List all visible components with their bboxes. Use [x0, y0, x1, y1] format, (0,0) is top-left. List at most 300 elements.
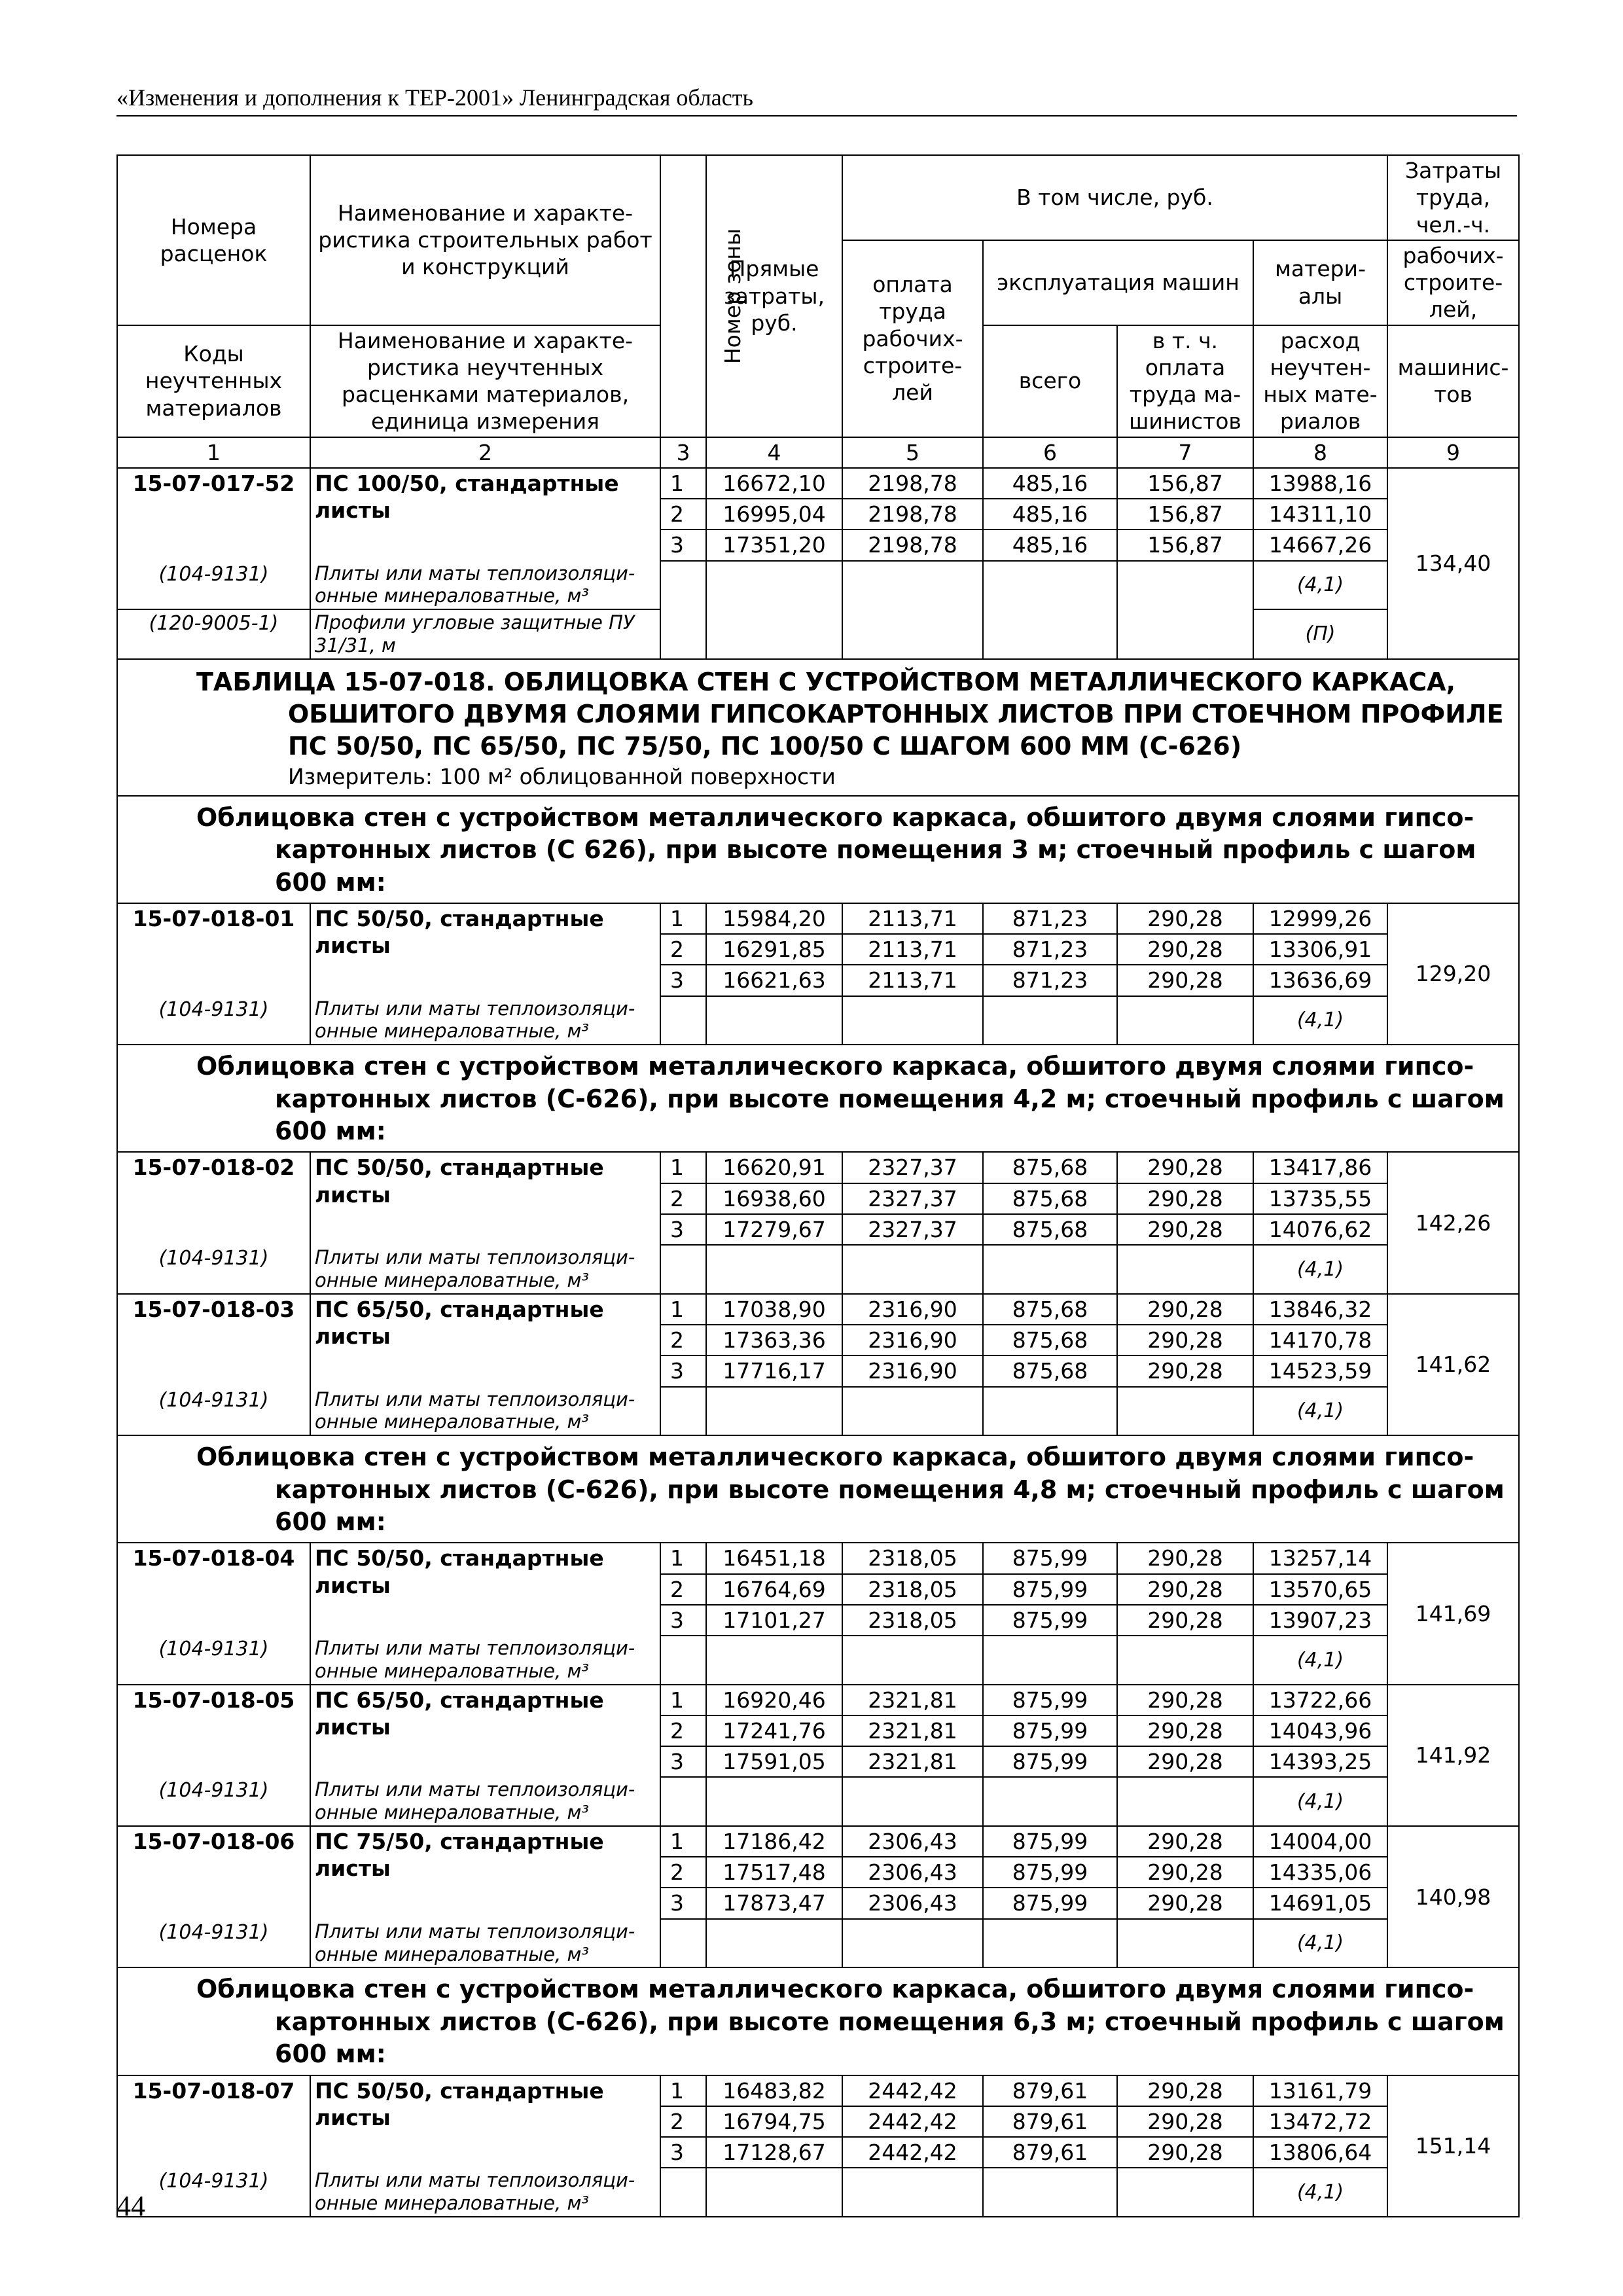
zone-number: 2: [660, 1857, 706, 1888]
column-number: 3: [660, 437, 706, 468]
empty-cell: [660, 561, 706, 610]
machinist-wages: 290,28: [1117, 2137, 1253, 2168]
direct-costs: 17279,67: [706, 1214, 842, 1245]
material-name: Плиты или маты теплоизоляци-онные минераловатные, м³: [310, 2168, 660, 2217]
zone-number: 1: [660, 1543, 706, 1573]
section-title-line: картонных листов (С-626), при высоте помещения 4,8 м; стоечный профиль с шагом: [275, 1475, 1505, 1504]
section-title-row: [117, 1045, 1519, 1152]
zone-number: 2: [660, 1183, 706, 1214]
empty-cell: [706, 1777, 842, 1826]
material-name: Плиты или маты теплоизоляци-онные минераловатные, м³: [310, 1919, 660, 1968]
worker-wages: 2113,71: [842, 965, 983, 996]
section-title-line: 600 мм:: [275, 1507, 386, 1536]
material-code: (120-9005-1): [117, 609, 310, 659]
materials-cost: 13806,64: [1253, 2137, 1387, 2168]
machines-total: 875,99: [983, 1543, 1117, 1573]
empty-cell: [706, 1387, 842, 1436]
worker-wages: 2306,43: [842, 1826, 983, 1857]
rate-row: [117, 903, 1519, 934]
machines-total: 875,68: [983, 1355, 1117, 1386]
empty-cell: [706, 561, 842, 610]
machinist-wages: 290,28: [1117, 1214, 1253, 1245]
empty-cell: [842, 1636, 983, 1685]
table-title-line: ОБШИТОГО ДВУМЯ СЛОЯМИ ГИПСОКАРТОННЫХ ЛИСТОВ ПРИ СТОЕЧНОМ ПРОФИЛЕ: [288, 700, 1504, 729]
machinist-wages: 290,28: [1117, 1574, 1253, 1605]
machinist-wages: 290,28: [1117, 1605, 1253, 1636]
material-name: Плиты или маты теплоизоляци-онные минераловатные, м³: [310, 561, 660, 610]
machinist-wages: 290,28: [1117, 2106, 1253, 2137]
worker-wages: 2306,43: [842, 1888, 983, 1918]
section-title-row: [117, 796, 1519, 903]
rate-name: ПС 50/50, стандартные листы: [310, 1543, 660, 1636]
material-usage-rate: (4,1): [1253, 1387, 1387, 1436]
rate-name: ПС 50/50, стандартные листы: [310, 1152, 660, 1245]
section-title-line: картонных листов (С-626), при высоте помещения 4,2 м; стоечный профиль с шагом: [275, 1084, 1505, 1113]
table-title: [117, 659, 1519, 796]
machines-total: 879,61: [983, 2075, 1117, 2106]
empty-cell: [983, 1636, 1117, 1685]
page-number: 44: [116, 2190, 145, 2222]
column-number: 2: [310, 437, 660, 468]
material-code: (104-9131): [117, 1387, 310, 1436]
machinist-wages: 290,28: [1117, 1685, 1253, 1715]
machines-total: 875,99: [983, 1888, 1117, 1918]
material-row: [117, 1387, 1519, 1436]
material-code: (104-9131): [117, 561, 310, 610]
labor-costs: 151,14: [1387, 2075, 1519, 2217]
section-title: [117, 1967, 1519, 2075]
materials-cost: 14043,96: [1253, 1715, 1387, 1746]
empty-cell: [706, 1636, 842, 1685]
table-title-row: [117, 659, 1519, 796]
zone-number: 2: [660, 499, 706, 529]
labor-costs: 141,62: [1387, 1294, 1519, 1435]
materials-cost: 14335,06: [1253, 1857, 1387, 1888]
rate-code: 15-07-018-07: [117, 2075, 310, 2168]
machinist-wages: 290,28: [1117, 1715, 1253, 1746]
machines-total: 871,23: [983, 903, 1117, 934]
empty-cell: [1117, 1919, 1253, 1968]
worker-wages: 2198,78: [842, 468, 983, 499]
header-labor: Затраты труда, чел.-ч.: [1387, 155, 1519, 240]
machines-total: 875,99: [983, 1826, 1117, 1857]
direct-costs: 17128,67: [706, 2137, 842, 2168]
material-usage-rate: (4,1): [1253, 2168, 1387, 2217]
rate-code: 15-07-018-03: [117, 1294, 310, 1387]
column-number: 7: [1117, 437, 1253, 468]
machines-total: 871,23: [983, 965, 1117, 996]
empty-cell: [983, 1919, 1117, 1968]
zone-number: 3: [660, 1214, 706, 1245]
worker-wages: 2327,37: [842, 1183, 983, 1214]
direct-costs: 17186,42: [706, 1826, 842, 1857]
direct-costs: 16672,10: [706, 468, 842, 499]
empty-cell: [660, 1387, 706, 1436]
materials-cost: 13735,55: [1253, 1183, 1387, 1214]
section-title: [117, 1045, 1519, 1152]
section-title: [117, 1435, 1519, 1543]
empty-cell: [1117, 1387, 1253, 1436]
header-machines: эксплуатация машин: [983, 240, 1253, 325]
worker-wages: 2442,42: [842, 2137, 983, 2168]
zone-number: 3: [660, 965, 706, 996]
material-code: (104-9131): [117, 1245, 310, 1294]
direct-costs: 17517,48: [706, 1857, 842, 1888]
labor-costs: 141,92: [1387, 1685, 1519, 1826]
materials-cost: 14170,78: [1253, 1325, 1387, 1355]
running-header: «Изменения и дополнения к ТЕР-2001» Ленинградская область: [116, 84, 1517, 117]
machines-total: 875,68: [983, 1294, 1117, 1325]
section-title-row: [117, 1435, 1519, 1543]
zone-number: 3: [660, 1888, 706, 1918]
zone-number: 3: [660, 1355, 706, 1386]
header-codes: Номера расценок: [117, 155, 310, 325]
material-name: Плиты или маты теплоизоляци-онные минераловатные, м³: [310, 1387, 660, 1436]
materials-cost: 13257,14: [1253, 1543, 1387, 1573]
materials-cost: 13306,91: [1253, 934, 1387, 965]
column-numbers-row: [117, 437, 1519, 468]
machines-total: 879,61: [983, 2106, 1117, 2137]
machinist-wages: 290,28: [1117, 1183, 1253, 1214]
machines-total: 875,68: [983, 1214, 1117, 1245]
machinist-wages: 290,28: [1117, 2075, 1253, 2106]
worker-wages: 2442,42: [842, 2106, 983, 2137]
empty-cell: [660, 1636, 706, 1685]
section-title: [117, 796, 1519, 903]
materials-cost: 14691,05: [1253, 1888, 1387, 1918]
labor-costs: 140,98: [1387, 1826, 1519, 1967]
worker-wages: 2198,78: [842, 529, 983, 560]
direct-costs: 17591,05: [706, 1746, 842, 1777]
header-machines-total: всего: [983, 325, 1117, 437]
section-title-line: картонных листов (С-626), при высоте помещения 6,3 м; стоечный профиль с шагом: [275, 2007, 1505, 2036]
material-usage-rate: (4,1): [1253, 1777, 1387, 1826]
machines-total: 875,68: [983, 1183, 1117, 1214]
header-labor-machinists: машинис-тов: [1387, 325, 1519, 437]
worker-wages: 2321,81: [842, 1746, 983, 1777]
material-usage-rate: (4,1): [1253, 1245, 1387, 1294]
rates-table: [116, 154, 1520, 2217]
zone-number: 2: [660, 1574, 706, 1605]
direct-costs: 17873,47: [706, 1888, 842, 1918]
worker-wages: 2327,37: [842, 1152, 983, 1183]
material-row: [117, 1919, 1519, 1968]
machinist-wages: 290,28: [1117, 1888, 1253, 1918]
section-title-line: Облицовка стен с устройством металлического каркаса, обшитого двумя слоями гипсо-: [196, 1052, 1474, 1081]
materials-cost: 13417,86: [1253, 1152, 1387, 1183]
rate-code: 15-07-018-05: [117, 1685, 310, 1778]
worker-wages: 2316,90: [842, 1294, 983, 1325]
direct-costs: 16483,82: [706, 2075, 842, 2106]
materials-cost: 14004,00: [1253, 1826, 1387, 1857]
empty-cell: [983, 1245, 1117, 1294]
material-row: [117, 561, 1519, 610]
rate-code: 15-07-017-52: [117, 468, 310, 561]
rate-row: [117, 1543, 1519, 1573]
empty-cell: [1117, 1636, 1253, 1685]
machinist-wages: 290,28: [1117, 1746, 1253, 1777]
direct-costs: 16621,63: [706, 965, 842, 996]
empty-cell: [842, 609, 983, 659]
machines-total: 875,99: [983, 1857, 1117, 1888]
zone-number: 1: [660, 1826, 706, 1857]
materials-cost: 13988,16: [1253, 468, 1387, 499]
materials-cost: 14523,59: [1253, 1355, 1387, 1386]
table-measure: Измеритель: 100 м² облицованной поверхности: [288, 763, 836, 789]
machines-total: 485,16: [983, 529, 1117, 560]
rate-code: 15-07-018-04: [117, 1543, 310, 1636]
rate-name: ПС 100/50, стандартные листы: [310, 468, 660, 561]
worker-wages: 2318,05: [842, 1605, 983, 1636]
rate-code: 15-07-018-06: [117, 1826, 310, 1919]
column-number: 8: [1253, 437, 1387, 468]
rate-row: [117, 1685, 1519, 1715]
material-usage-rate: (4,1): [1253, 996, 1387, 1045]
machinist-wages: 290,28: [1117, 903, 1253, 934]
labor-costs: 134,40: [1387, 468, 1519, 659]
worker-wages: 2442,42: [842, 2075, 983, 2106]
labor-costs: 129,20: [1387, 903, 1519, 1045]
worker-wages: 2198,78: [842, 499, 983, 529]
section-title-line: 600 мм:: [275, 2039, 386, 2069]
worker-wages: 2316,90: [842, 1325, 983, 1355]
machines-total: 875,99: [983, 1685, 1117, 1715]
header-zone: Номер зоны: [660, 155, 706, 437]
materials-cost: 12999,26: [1253, 903, 1387, 934]
material-row: [117, 1245, 1519, 1294]
materials-cost: 14076,62: [1253, 1214, 1387, 1245]
machines-total: 875,68: [983, 1325, 1117, 1355]
zone-number: 1: [660, 1152, 706, 1183]
machines-total: 871,23: [983, 934, 1117, 965]
worker-wages: 2318,05: [842, 1543, 983, 1573]
rate-row: [117, 1826, 1519, 1857]
empty-cell: [660, 1919, 706, 1968]
zone-number: 2: [660, 934, 706, 965]
worker-wages: 2113,71: [842, 934, 983, 965]
machinist-wages: 156,87: [1117, 529, 1253, 560]
zone-number: 3: [660, 529, 706, 560]
empty-cell: [842, 996, 983, 1045]
machinist-wages: 290,28: [1117, 965, 1253, 996]
rate-name: ПС 50/50, стандартные листы: [310, 903, 660, 996]
empty-cell: [983, 561, 1117, 610]
empty-cell: [660, 1245, 706, 1294]
empty-cell: [842, 1919, 983, 1968]
header-materials-usage: расход неучтен-ных мате-риалов: [1253, 325, 1387, 437]
direct-costs: 16291,85: [706, 934, 842, 965]
direct-costs: 16938,60: [706, 1183, 842, 1214]
empty-cell: [842, 1387, 983, 1436]
worker-wages: 2113,71: [842, 903, 983, 934]
material-usage-rate: (4,1): [1253, 1636, 1387, 1685]
section-title-row: [117, 1967, 1519, 2075]
material-name: Профили угловые защитные ПУ 31/31, м: [310, 609, 660, 659]
materials-cost: 13570,65: [1253, 1574, 1387, 1605]
materials-cost: 13846,32: [1253, 1294, 1387, 1325]
empty-cell: [660, 609, 706, 659]
column-number: 6: [983, 437, 1117, 468]
materials-cost: 14667,26: [1253, 529, 1387, 560]
zone-number: 1: [660, 903, 706, 934]
header-material-names: Наименование и характе-ристика неучтенных расценками материалов, единица измерения: [310, 325, 660, 437]
section-title-line: Облицовка стен с устройством металлического каркаса, обшитого двумя слоями гипсо-: [196, 1443, 1474, 1472]
column-number: 9: [1387, 437, 1519, 468]
column-number: 5: [842, 437, 983, 468]
material-code: (104-9131): [117, 1919, 310, 1968]
empty-cell: [983, 2168, 1117, 2217]
rate-row: [117, 1294, 1519, 1325]
zone-number: 1: [660, 2075, 706, 2106]
worker-wages: 2327,37: [842, 1214, 983, 1245]
zone-number: 3: [660, 1605, 706, 1636]
zone-number: 3: [660, 2137, 706, 2168]
direct-costs: 17038,90: [706, 1294, 842, 1325]
section-title-line: Облицовка стен с устройством металлического каркаса, обшитого двумя слоями гипсо-: [196, 1975, 1474, 2004]
empty-cell: [706, 1245, 842, 1294]
empty-cell: [983, 1777, 1117, 1826]
empty-cell: [983, 996, 1117, 1045]
direct-costs: 17241,76: [706, 1715, 842, 1746]
machinist-wages: 290,28: [1117, 1325, 1253, 1355]
section-title-line: 600 мм:: [275, 1117, 386, 1146]
material-code: (104-9131): [117, 1777, 310, 1826]
machines-total: 875,99: [983, 1574, 1117, 1605]
zone-number: 2: [660, 1715, 706, 1746]
material-row: [117, 996, 1519, 1045]
empty-cell: [660, 2168, 706, 2217]
zone-number: 1: [660, 1685, 706, 1715]
worker-wages: 2316,90: [842, 1355, 983, 1386]
material-row: [117, 1636, 1519, 1685]
column-number: 1: [117, 437, 310, 468]
material-row: [117, 1777, 1519, 1826]
rate-row: [117, 1152, 1519, 1183]
direct-costs: 15984,20: [706, 903, 842, 934]
machinist-wages: 290,28: [1117, 1826, 1253, 1857]
direct-costs: 17351,20: [706, 529, 842, 560]
machinist-wages: 290,28: [1117, 1543, 1253, 1573]
header-wages: оплата труда рабочих-строите-лей: [842, 240, 983, 437]
direct-costs: 16764,69: [706, 1574, 842, 1605]
material-code: (104-9131): [117, 1636, 310, 1685]
section-title-line: картонных листов (С 626), при высоте помещения 3 м; стоечный профиль с шагом: [275, 835, 1476, 865]
machines-total: 875,99: [983, 1746, 1117, 1777]
rate-row: [117, 468, 1519, 499]
zone-number: 2: [660, 2106, 706, 2137]
zone-number: 3: [660, 1746, 706, 1777]
empty-cell: [842, 1777, 983, 1826]
material-row: [117, 609, 1519, 659]
rate-name: ПС 65/50, стандартные листы: [310, 1685, 660, 1778]
zone-number: 2: [660, 1325, 706, 1355]
header-materials: матери-алы: [1253, 240, 1387, 325]
rate-code: 15-07-018-01: [117, 903, 310, 996]
empty-cell: [660, 1777, 706, 1826]
empty-cell: [1117, 1245, 1253, 1294]
empty-cell: [842, 1245, 983, 1294]
materials-cost: 13472,72: [1253, 2106, 1387, 2137]
header-name: Наименование и характе-ристика строительных работ и конструкций: [310, 155, 660, 325]
machinist-wages: 156,87: [1117, 499, 1253, 529]
material-name: Плиты или маты теплоизоляци-онные минераловатные, м³: [310, 1245, 660, 1294]
material-usage-rate: (П): [1253, 609, 1387, 659]
worker-wages: 2321,81: [842, 1685, 983, 1715]
direct-costs: 17101,27: [706, 1605, 842, 1636]
machinist-wages: 156,87: [1117, 468, 1253, 499]
materials-cost: 13636,69: [1253, 965, 1387, 996]
empty-cell: [1117, 561, 1253, 610]
table-title-line: ПС 50/50, ПС 65/50, ПС 75/50, ПС 100/50 С ШАГОМ 600 ММ (С-626): [288, 732, 1242, 761]
empty-cell: [983, 1387, 1117, 1436]
machinist-wages: 290,28: [1117, 1355, 1253, 1386]
empty-cell: [1117, 609, 1253, 659]
material-name: Плиты или маты теплоизоляци-онные минераловатные, м³: [310, 1777, 660, 1826]
machines-total: 879,61: [983, 2137, 1117, 2168]
material-row: [117, 2168, 1519, 2217]
rate-code: 15-07-018-02: [117, 1152, 310, 1245]
worker-wages: 2318,05: [842, 1574, 983, 1605]
materials-cost: 13907,23: [1253, 1605, 1387, 1636]
worker-wages: 2321,81: [842, 1715, 983, 1746]
machines-total: 875,68: [983, 1152, 1117, 1183]
empty-cell: [706, 1919, 842, 1968]
empty-cell: [1117, 2168, 1253, 2217]
empty-cell: [660, 996, 706, 1045]
empty-cell: [1117, 1777, 1253, 1826]
section-title-line: 600 мм:: [275, 867, 386, 897]
header-material-codes: Коды неучтенных материалов: [117, 325, 310, 437]
direct-costs: 17363,36: [706, 1325, 842, 1355]
rate-name: ПС 65/50, стандартные листы: [310, 1294, 660, 1387]
header-labor-workers: рабочих-строите-лей,: [1387, 240, 1519, 325]
material-code: (104-9131): [117, 996, 310, 1045]
direct-costs: 16794,75: [706, 2106, 842, 2137]
materials-cost: 14393,25: [1253, 1746, 1387, 1777]
material-usage-rate: (4,1): [1253, 561, 1387, 610]
header-including: В том числе, руб.: [842, 155, 1387, 240]
header-machines-wages: в т. ч. оплата труда ма-шинистов: [1117, 325, 1253, 437]
column-number: 4: [706, 437, 842, 468]
table-title-line: ТАБЛИЦА 15-07-018. ОБЛИЦОВКА СТЕН С УСТРОЙСТВОМ МЕТАЛЛИЧЕСКОГО КАРКАСА,: [196, 667, 1456, 696]
direct-costs: 16620,91: [706, 1152, 842, 1183]
material-name: Плиты или маты теплоизоляци-онные минераловатные, м³: [310, 1636, 660, 1685]
empty-cell: [706, 609, 842, 659]
material-usage-rate: (4,1): [1253, 1919, 1387, 1968]
materials-cost: 13722,66: [1253, 1685, 1387, 1715]
empty-cell: [842, 561, 983, 610]
materials-cost: 14311,10: [1253, 499, 1387, 529]
empty-cell: [1117, 996, 1253, 1045]
rate-row: [117, 2075, 1519, 2106]
empty-cell: [983, 609, 1117, 659]
direct-costs: 16451,18: [706, 1543, 842, 1573]
section-title-line: Облицовка стен с устройством металлического каркаса, обшитого двумя слоями гипсо-: [196, 802, 1474, 832]
labor-costs: 142,26: [1387, 1152, 1519, 1293]
material-code: (104-9131): [117, 2168, 310, 2217]
zone-number: 1: [660, 468, 706, 499]
machines-total: 875,99: [983, 1715, 1117, 1746]
direct-costs: 17716,17: [706, 1355, 842, 1386]
header-direct-costs: Прямые затраты, руб.: [706, 155, 842, 437]
direct-costs: 16920,46: [706, 1685, 842, 1715]
machinist-wages: 290,28: [1117, 1857, 1253, 1888]
worker-wages: 2306,43: [842, 1857, 983, 1888]
empty-cell: [706, 996, 842, 1045]
rate-name: ПС 50/50, стандартные листы: [310, 2075, 660, 2168]
empty-cell: [706, 2168, 842, 2217]
machines-total: 485,16: [983, 499, 1117, 529]
